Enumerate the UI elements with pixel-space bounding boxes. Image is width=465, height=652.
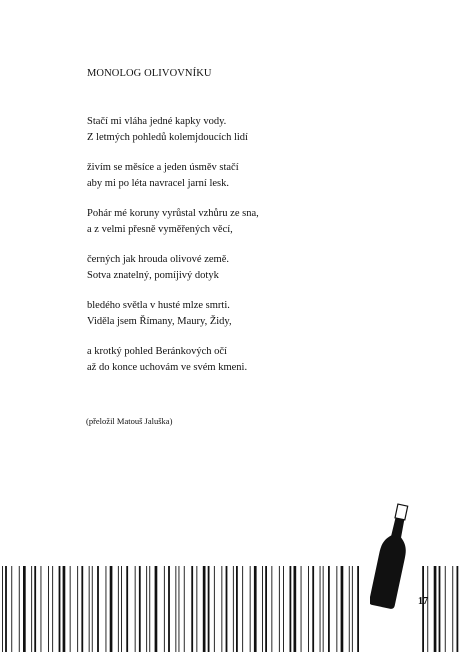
stanza: [87, 114, 347, 146]
barcode-stripe: [349, 566, 350, 652]
translator-credit: (přeložil Matouš Jaluška): [86, 416, 173, 426]
barcode-stripe: [214, 566, 215, 652]
barcode-stripe: [422, 566, 424, 652]
barcode-stripe: [11, 566, 12, 652]
barcode-stripe: [31, 566, 32, 652]
barcode-stripe: [203, 566, 206, 652]
poem-line: a krotký pohled Beránkových očí: [87, 346, 227, 357]
poem-title: MONOLOG OLIVOVNÍKU: [87, 68, 212, 79]
barcode-stripe: [196, 566, 197, 652]
barcode-stripe: [271, 566, 272, 652]
barcode-stripe: [452, 566, 453, 652]
barcode-stripe: [121, 566, 122, 652]
barcode-stripe: [427, 566, 428, 652]
barcode-stripe: [357, 566, 359, 652]
barcode-stripe: [265, 566, 267, 652]
barcode-stripe: [126, 566, 128, 652]
barcode-stripe: [89, 566, 90, 652]
poem-line: černých jak hrouda olivové země.: [87, 254, 229, 265]
barcode-stripe: [439, 566, 441, 652]
barcode-stripe: [283, 566, 284, 652]
barcode-stripe: [149, 566, 150, 652]
barcode-stripe: [279, 566, 280, 652]
barcode-stripe: [294, 566, 297, 652]
barcode-stripe: [139, 566, 141, 652]
poem-line: živím se měsíce a jeden úsměv stačí: [87, 162, 239, 173]
barcode-stripe: [97, 566, 99, 652]
barcode-stripe: [301, 566, 302, 652]
barcode-stripe: [242, 566, 243, 652]
barcode-stripe: [312, 566, 314, 652]
poem-line: aby mi po léta navracel jarní lesk.: [87, 178, 229, 189]
barcode-stripe: [77, 566, 78, 652]
barcode-stripe: [328, 566, 330, 652]
poem-line: Z letmých pohledů kolemjdoucích lidí: [87, 132, 248, 143]
barcode-stripe: [262, 566, 263, 652]
barcode-stripe: [48, 566, 49, 652]
barcode-stripe: [290, 566, 292, 652]
barcode-stripe: [110, 566, 113, 652]
barcode-stripe: [63, 566, 66, 652]
poem-body: [87, 114, 347, 390]
barcode-stripe: [2, 566, 3, 652]
poem-line: až do konce uchovám ve svém kmeni.: [87, 362, 248, 373]
barcode-stripe: [41, 566, 42, 652]
barcode-stripe: [175, 566, 176, 652]
barcode-stripe: [34, 566, 36, 652]
barcode-stripe: [457, 566, 459, 652]
barcode-stripe: [221, 566, 222, 652]
barcode-stripe: [146, 566, 147, 652]
barcode-stripe: [155, 566, 158, 652]
barcode-stripe: [92, 566, 93, 652]
barcode-stripe: [164, 566, 165, 652]
barcode-stripe: [250, 566, 251, 652]
barcode-stripe: [23, 566, 26, 652]
barcode-stripe: [434, 566, 437, 652]
wine-bottle-icon: [370, 500, 414, 612]
stanza: [87, 344, 347, 376]
barcode-stripe: [19, 566, 20, 652]
page-number: 17: [418, 596, 428, 607]
barcode-stripe: [191, 566, 193, 652]
barcode-stripe: [233, 566, 234, 652]
barcode-stripe: [184, 566, 185, 652]
barcode-stripe: [179, 566, 180, 652]
barcode-stripe: [323, 566, 324, 652]
poem-line: bledého světla v husté mlze smrti.: [87, 300, 230, 311]
poem-line: a z velmi přesně vyměřených věcí,: [87, 224, 233, 235]
poem-line: Viděla jsem Římany, Maury, Židy,: [87, 316, 232, 327]
barcode-stripe: [135, 566, 136, 652]
barcode-stripe: [106, 566, 107, 652]
barcode-stripe: [320, 566, 321, 652]
barcode-stripe: [52, 566, 53, 652]
barcode-stripe: [254, 566, 257, 652]
poem-line: Pohár mé koruny vyrůstal vzhůru ze sna,: [87, 208, 259, 219]
barcode-stripe: [341, 566, 344, 652]
barcode-stripe: [226, 566, 228, 652]
poem-line: Sotva znatelný, pomíjivý dotyk: [87, 270, 219, 281]
stanza: [87, 252, 347, 284]
barcode-stripe: [352, 566, 353, 652]
stanza: [87, 298, 347, 330]
barcode-stripe: [5, 566, 7, 652]
stanza: [87, 206, 347, 238]
barcode-stripe: [445, 566, 446, 652]
stanza: [87, 160, 347, 192]
barcode-stripe: [208, 566, 210, 652]
barcode-stripe: [236, 566, 238, 652]
barcode-stripe: [81, 566, 83, 652]
barcode-stripe: [70, 566, 71, 652]
barcode-stripe: [336, 566, 337, 652]
barcode-stripe: [59, 566, 61, 652]
poem-line: Stačí mi vláha jedné kapky vody.: [87, 116, 227, 127]
barcode-stripe: [308, 566, 309, 652]
barcode-stripe: [118, 566, 119, 652]
barcode-stripe: [168, 566, 170, 652]
